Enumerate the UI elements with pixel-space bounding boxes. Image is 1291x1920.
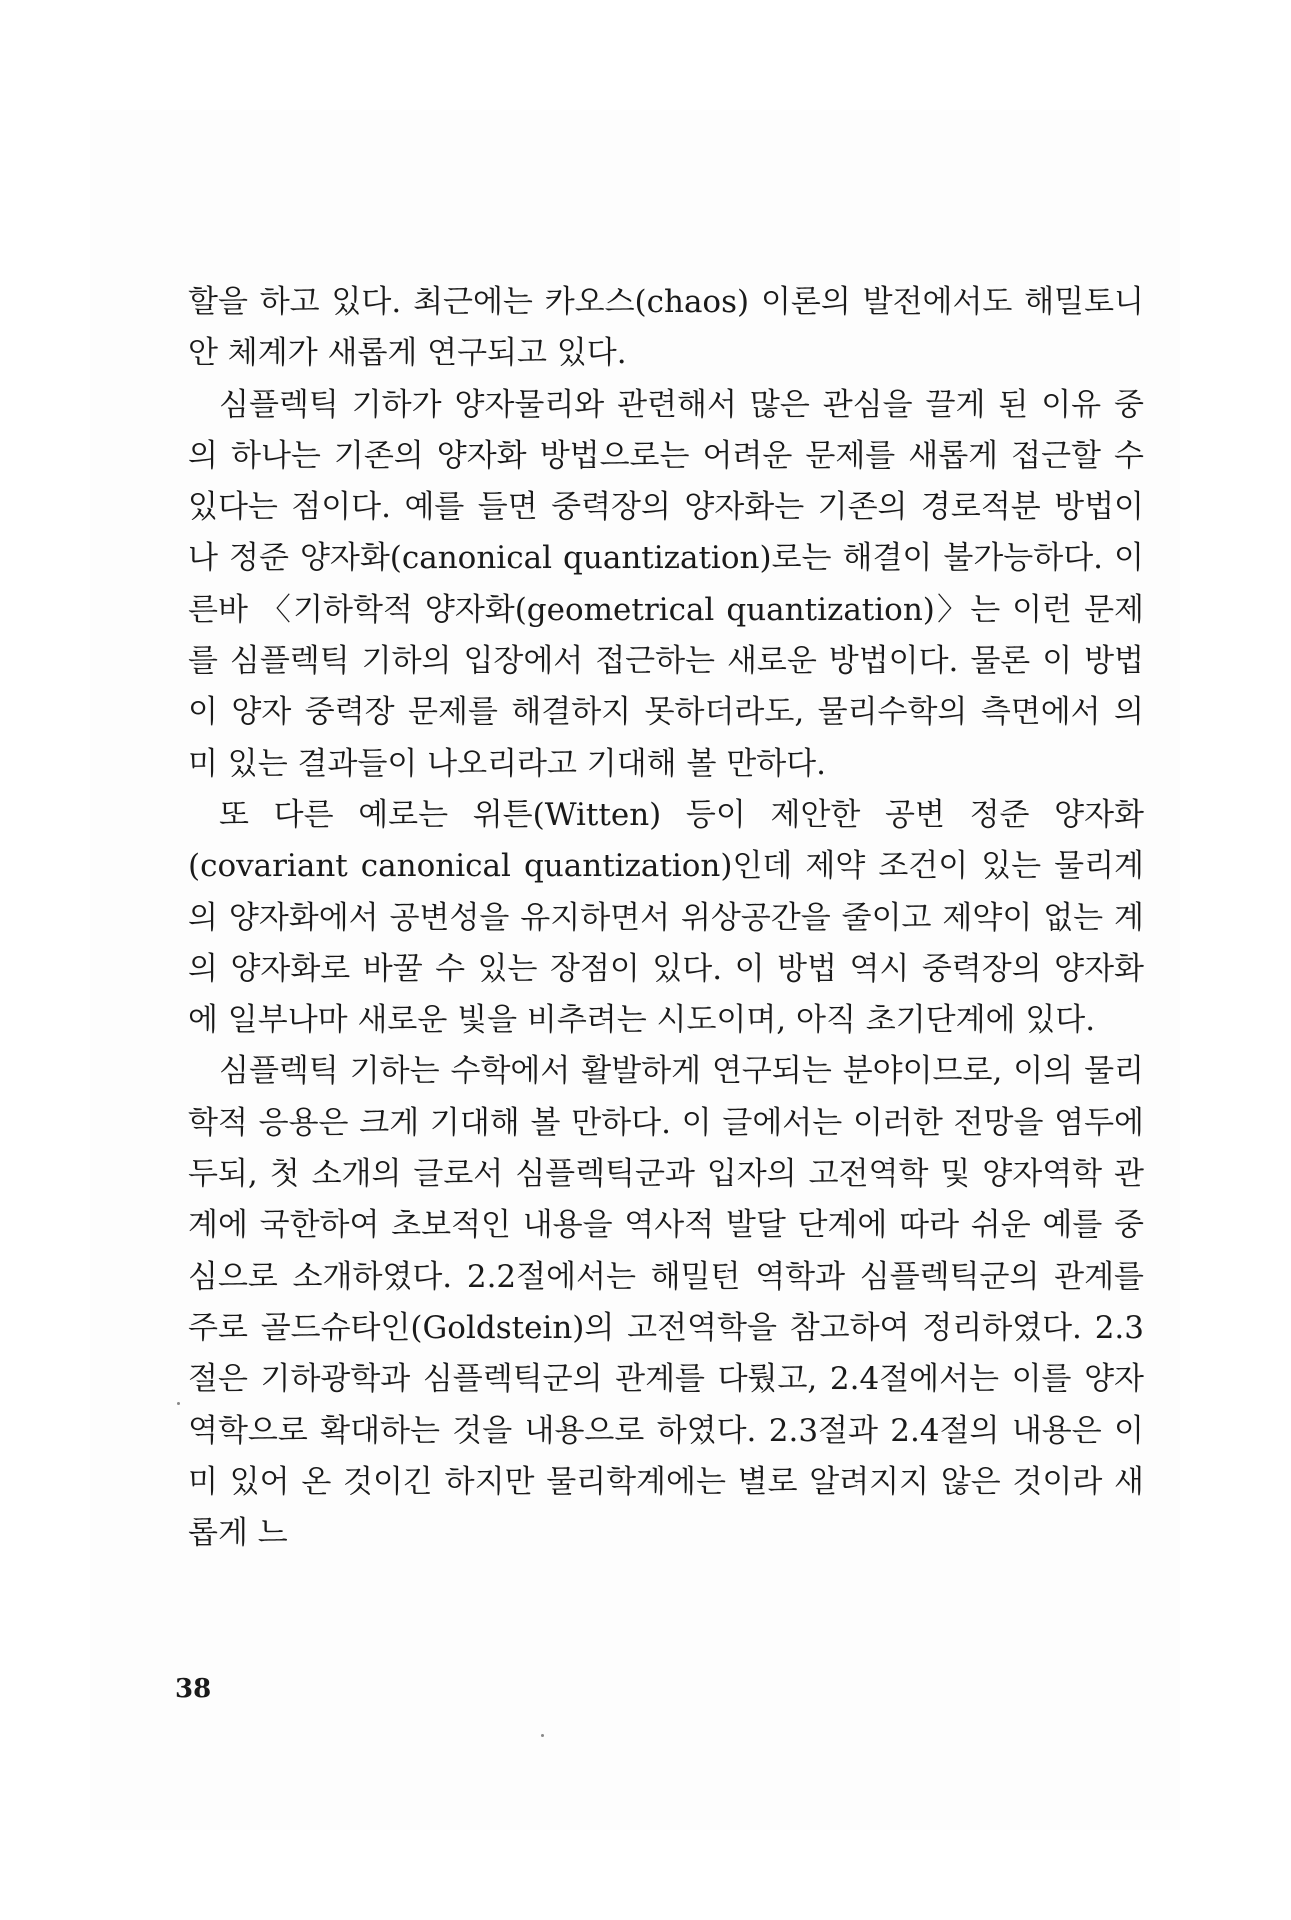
- scan-speck: [541, 1734, 544, 1737]
- paragraph-3: 또 다른 예로는 위튼(Witten) 등이 제안한 공변 정준 양자화(covariant canonical quantization)인데 제약 조건이 있는 물리계의 양자화에서 공변성을 유지하면서 위상공간을 줄이고 제약이 없는 계의 양자화로 바꿀 수 있는 장점이 있다. 이 방법 역시 중력장의 양자화에 일부나마 새로운 빛을 비추려는 시도이며, 아직 초기단계에 있다.: [188, 796, 1144, 1039]
- paragraph-2: 심플렉틱 기하가 양자물리와 관련해서 많은 관심을 끌게 된 이유 중의 하나는 기존의 양자화 방법으로는 어려운 문제를 새롭게 접근할 수 있다는 점이다. 예를 들면 중력장의 양자화는 기존의 경로적분 방법이나 정준 양자화(canonical quantization)로는 해결이 불가능하다. 이른바 〈기하학적 양자화(geometrical quantization)〉는 이런 문제를 심플렉틱 기하의 입장에서 접근하는 새로운 방법이다. 물론 이 방법이 양자 중력장 문제를 해결하지 못하더라도, 물리수학의 측면에서 의미 있는 결과들이 나오리라고 기대해 볼 만하다.: [188, 386, 1144, 782]
- body-text: [188, 277, 1144, 1559]
- paragraph-4: 심플렉틱 기하는 수학에서 활발하게 연구되는 분야이므로, 이의 물리학적 응용은 크게 기대해 볼 만하다. 이 글에서는 이러한 전망을 염두에 두되, 첫 소개의 글로서 심플렉틱군과 입자의 고전역학 및 양자역학 관계에 국한하여 초보적인 내용을 역사적 발달 단계에 따라 쉬운 예를 중심으로 소개하였다. 2.2절에서는 해밀턴 역학과 심플렉틱군의 관계를 주로 골드슈타인(Goldstein)의 고전역학을 참고하여 정리하였다. 2.3절은 기하광학과 심플렉틱군의 관계를 다뤘고, 2.4절에서는 이를 양자역학으로 확대하는 것을 내용으로 하였다. 2.3절과 2.4절의 내용은 이미 있어 온 것이긴 하지만 물리학계에는 별로 알려지지 않은 것이라 새롭게 느: [188, 1053, 1144, 1552]
- page-number: 38: [175, 1674, 212, 1704]
- paragraph-1: 할을 하고 있다. 최근에는 카오스(chaos) 이론의 발전에서도 해밀토니안 체계가 새롭게 연구되고 있다.: [188, 284, 1144, 372]
- scan-speck: [177, 1402, 180, 1405]
